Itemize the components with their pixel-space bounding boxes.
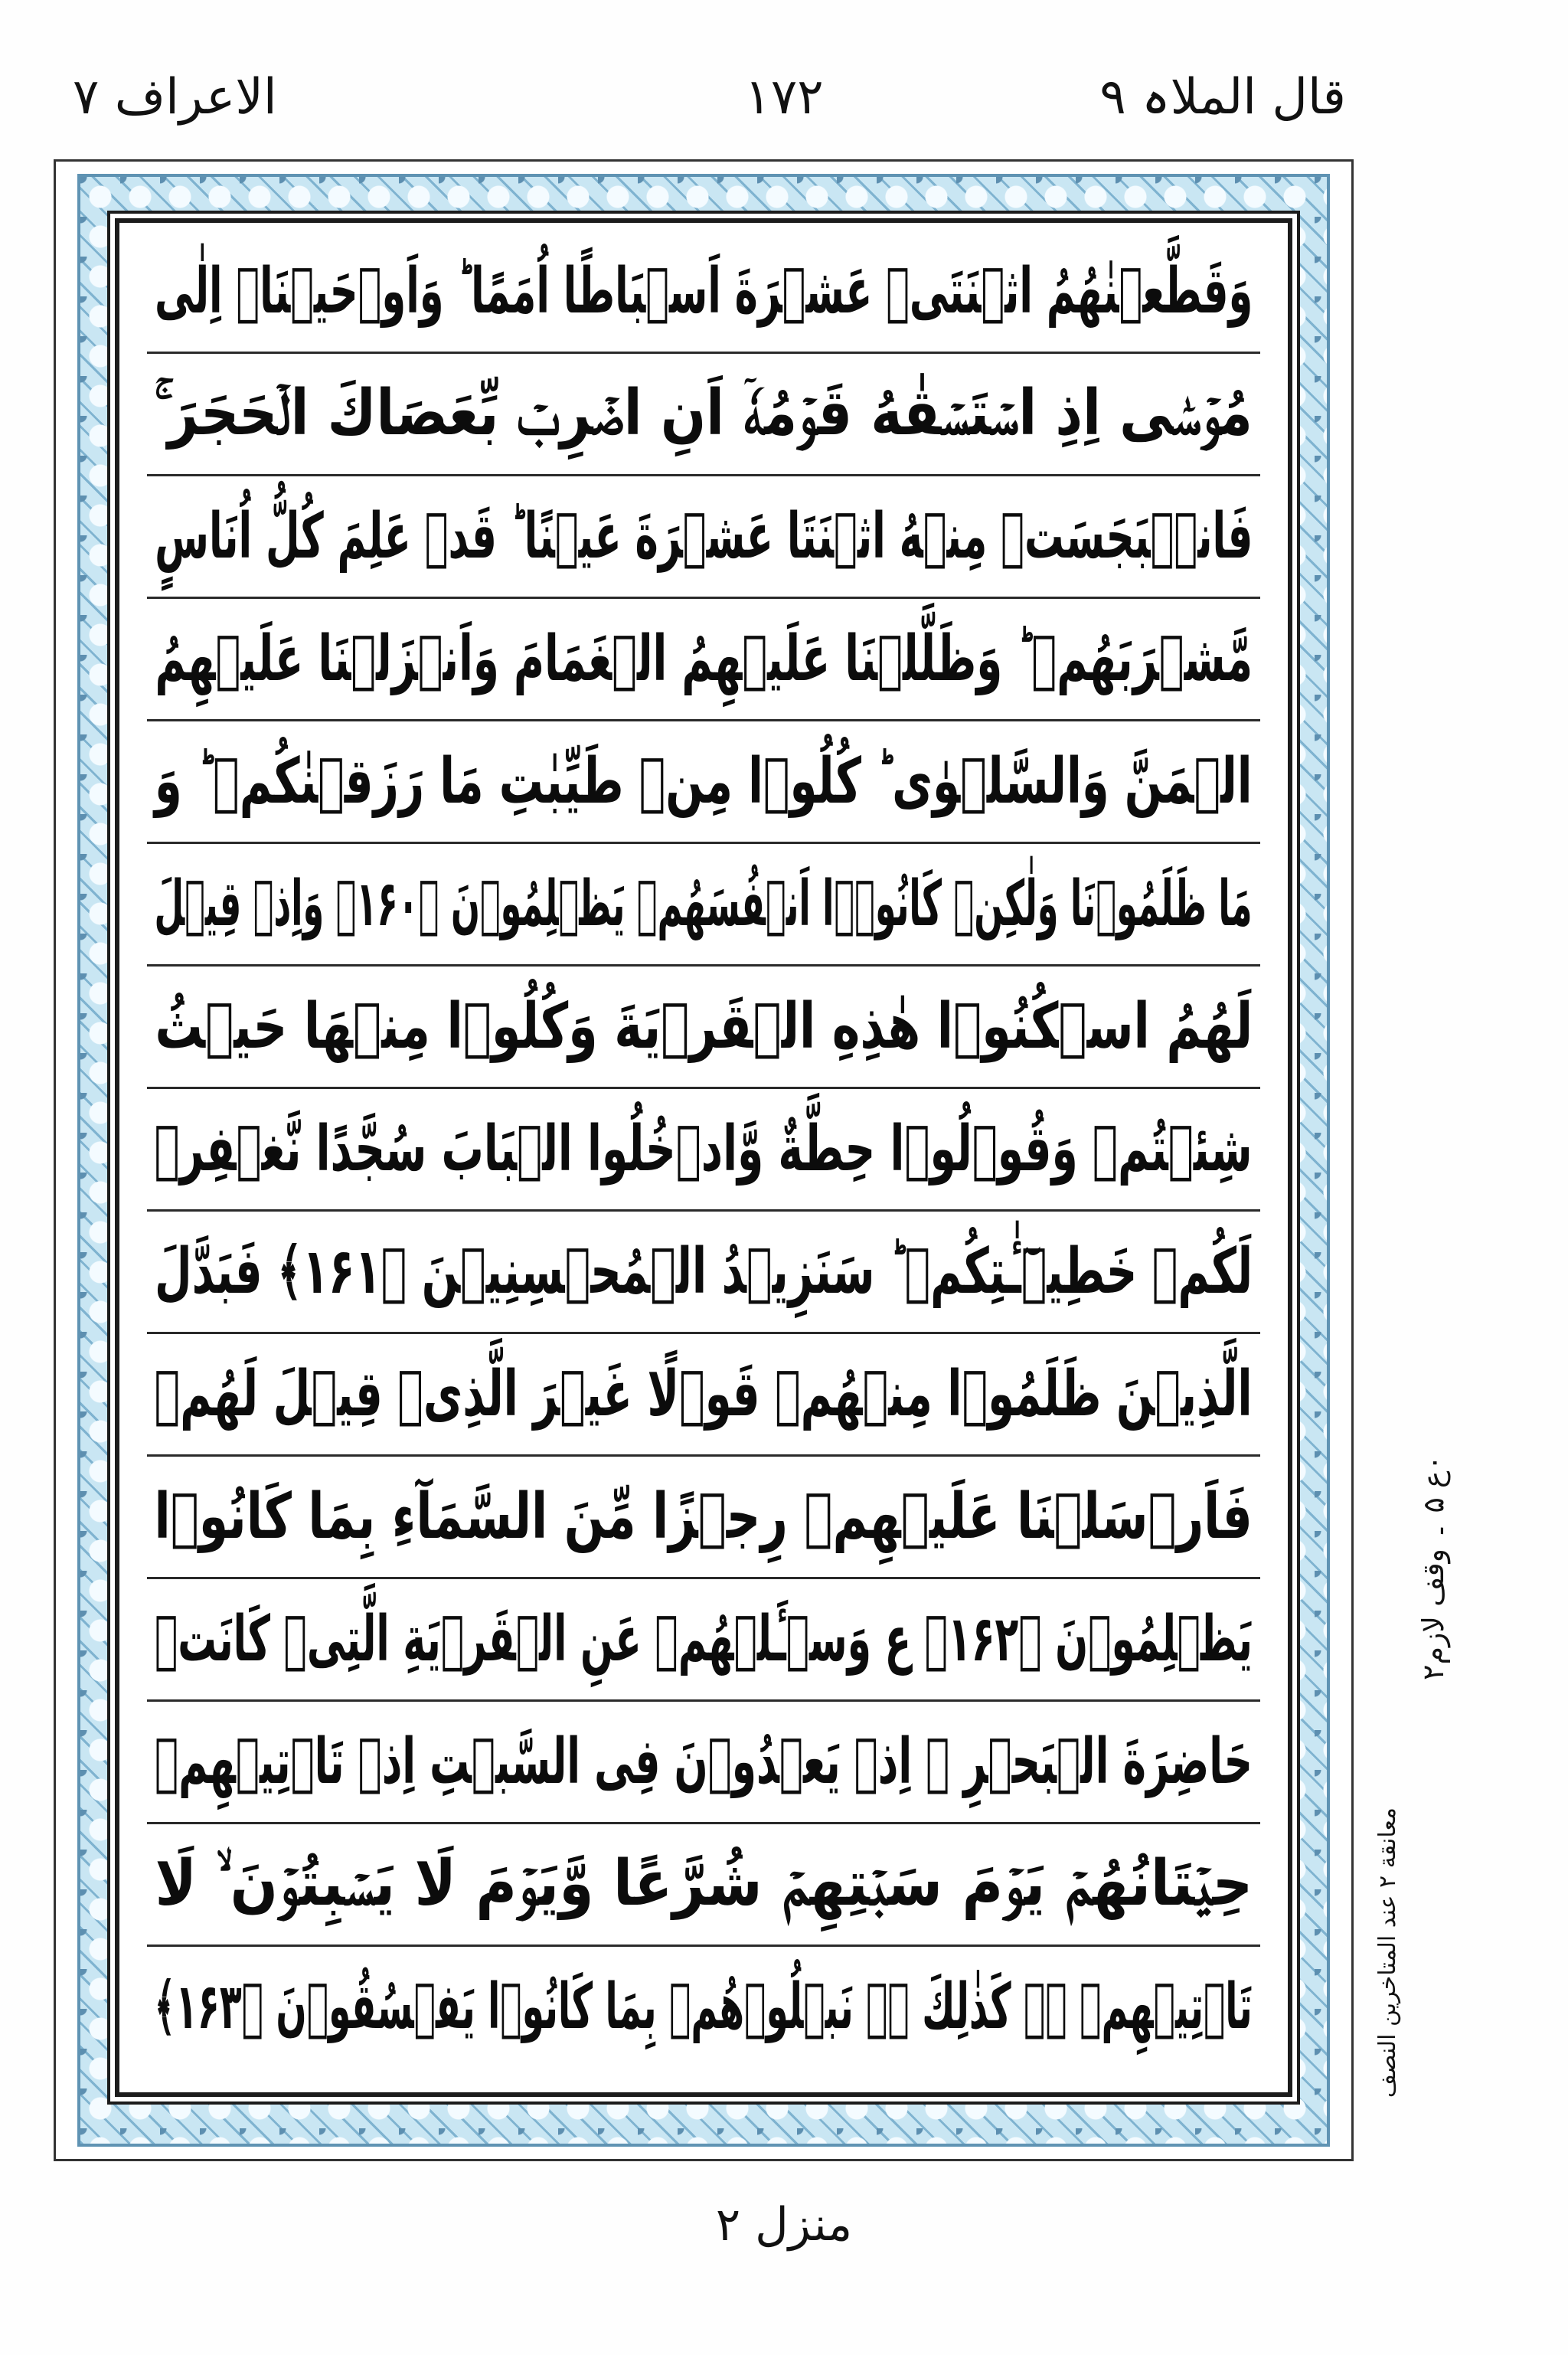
verse-text: لَكُمۡ خَطِیۡٓـٰٔتِكُمۡ ؕ سَنَزِیۡدُ الۡمُحۡسِنِیۡنَ ﴿۱۶۱﴾ فَبَدَّلَ <box>154 1235 1253 1308</box>
margin-notes <box>1370 1455 1485 2098</box>
verse-text: فَانۡۢبَجَسَتۡ مِنۡهُ اثۡنَتَا عَشۡرَةَ عَیۡنًا ؕ قَدۡ عَلِمَ كُلُّ اُنَاسٍ <box>154 499 1253 573</box>
manzil-label: منزل ۲ <box>715 2198 853 2252</box>
verse-line <box>147 353 1260 476</box>
verse-text: حِیۡتَانُهُمۡ یَوۡمَ سَبۡتِهِمۡ شُرَّعًا وَّیَوۡمَ لَا یَسۡبِتُوۡنَ ۙ لَا <box>155 1847 1253 1920</box>
margin-note-muanaqa: معانقة ۲ عند المتاخرین النصف <box>1374 1807 1401 2098</box>
verse-line <box>147 1701 1260 1824</box>
verse-text: شِئۡتُمۡ وَقُوۡلُوۡا حِطَّةٌ وَّادۡخُلُوا الۡبَابَ سُجَّدًا نَّغۡفِرۡ <box>154 1112 1253 1186</box>
verse-line <box>147 1823 1260 1947</box>
verse-text: لَهُمُ اسۡكُنُوۡا هٰذِهِ الۡقَرۡیَةَ وَكُلُوۡا مِنۡهَا حَیۡثُ <box>155 989 1253 1063</box>
verse-line <box>147 598 1260 721</box>
verse-text: مَّشۡرَبَهُمۡ ؕ وَظَلَّلۡنَا عَلَیۡهِمُ الۡغَمَامَ وَاَنۡزَلۡنَا عَلَیۡهِمُ <box>155 622 1253 695</box>
verse-line <box>147 1333 1260 1457</box>
verse-text: فَاَرۡسَلۡنَا عَلَیۡهِمۡ رِجۡزًا مِّنَ السَّمَآءِ بِمَا كَانُوۡا <box>154 1480 1253 1553</box>
verse-text: مُوۡسٰۤی اِذِ اسۡتَسۡقٰهُ قَوۡمُهٗۤ اَنِ اضۡرِبۡ بِّعَصَاكَ الۡحَجَرَ ۚ <box>154 377 1253 450</box>
verse-text: تَاۡتِیۡهِمۡ ۚۛ كَذٰلِكَ ۚۛ نَبۡلُوۡهُمۡ بِمَا كَانُوۡا یَفۡسُقُوۡنَ ﴿۱۶۳﴾ <box>154 1970 1253 2043</box>
verse-line <box>147 1211 1260 1334</box>
verse-line <box>147 721 1260 844</box>
verse-text: حَاضِرَةَ الۡبَحۡرِ ۘ اِذۡ یَعۡدُوۡنَ فِی السَّبۡتِ اِذۡ تَاۡتِیۡهِمۡ <box>154 1725 1253 1798</box>
margin-note-ruku: ۲٠ع ۵ ۔ وقف لازم <box>1416 1455 1450 1680</box>
verse-line <box>147 1456 1260 1579</box>
verse-line <box>147 1946 1260 2067</box>
verse-text: یَظۡلِمُوۡنَ ﴿۱۶۲﴾ ع وَسۡـَٔلۡهُمۡ عَنِ الۡقَرۡیَةِ الَّتِیۡ كَانَتۡ <box>154 1602 1253 1676</box>
verse-text: وَقَطَّعۡنٰهُمُ اثۡنَتَیۡ عَشۡرَةَ اَسۡبَاطًا اُمَمًا ؕ وَاَوۡحَیۡنَاۤ اِلٰی <box>154 254 1253 328</box>
verse-text: الۡمَنَّ وَالسَّلۡوٰی ؕ كُلُوۡا مِنۡ طَیِّبٰتِ مَا رَزَقۡنٰكُمۡ ؕ وَ <box>155 744 1253 818</box>
verse-line <box>147 231 1260 354</box>
verse-line <box>147 843 1260 967</box>
verse-line <box>147 1088 1260 1212</box>
verse-line <box>147 1578 1260 1702</box>
verse-line <box>147 966 1260 1089</box>
page-number: ۱۷۲ <box>744 69 824 126</box>
verse-panel <box>115 218 1292 2097</box>
juz-name: قال الملاہ ۹ <box>1099 69 1346 126</box>
verse-text: الَّذِیۡنَ ظَلَمُوۡا مِنۡهُمۡ قَوۡلًا غَیۡرَ الَّذِیۡ قِیۡلَ لَهُمۡ <box>154 1357 1253 1431</box>
verse-text: مَا ظَلَمُوۡنَا وَلٰكِنۡ كَانُوۡۤا اَنۡفُسَهُمۡ یَظۡلِمُوۡنَ ﴿۱۶۰﴾ وَاِذۡ قِیۡلَ <box>154 867 1253 940</box>
verse-line <box>147 476 1260 599</box>
surah-name: الاعراف ۷ <box>73 69 277 126</box>
